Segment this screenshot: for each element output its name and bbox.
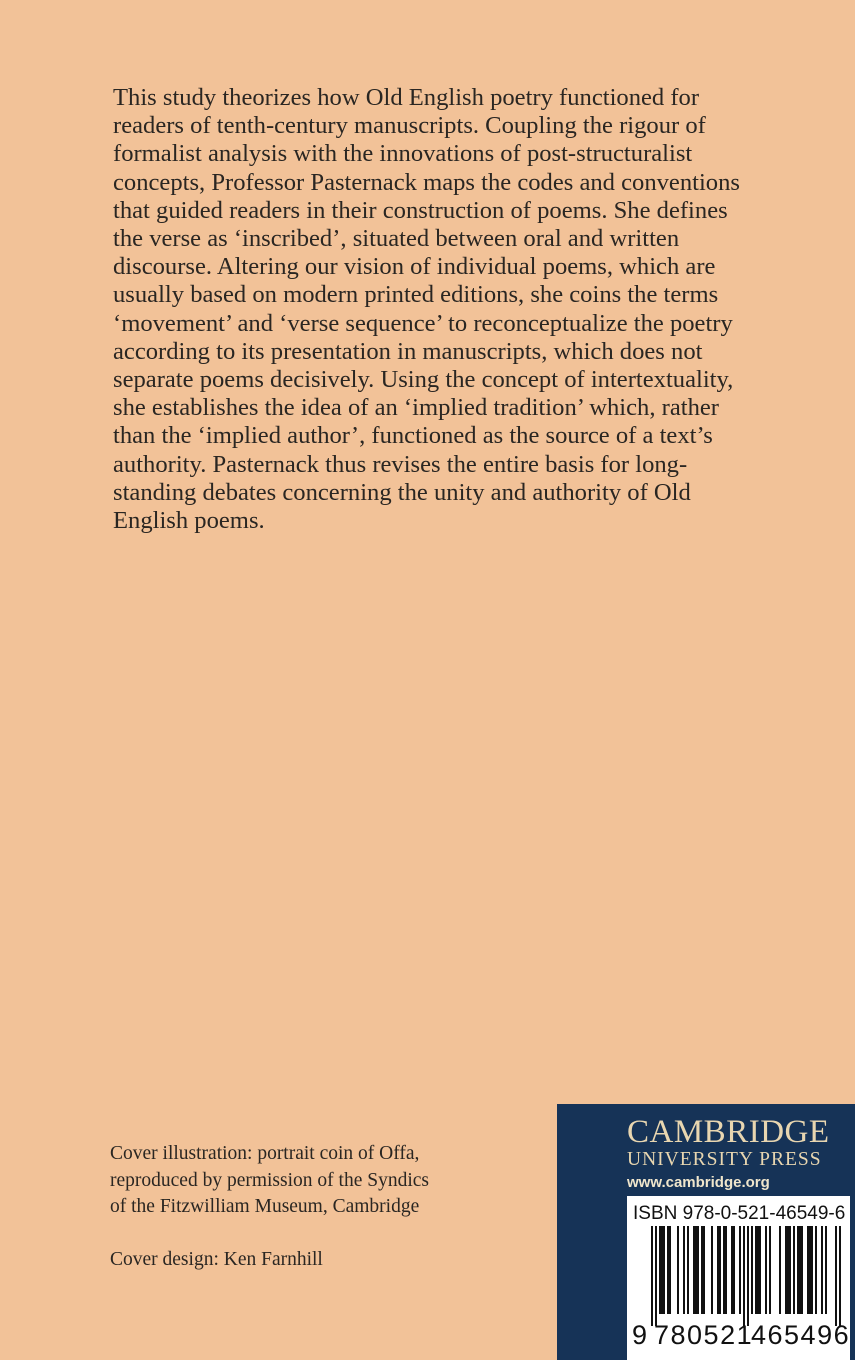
barcode-bar: [811, 1226, 813, 1314]
blurb-line: concepts, Professor Pasternack maps the codes and conventions: [113, 168, 740, 196]
barcode-bar: [663, 1226, 665, 1314]
barcode-bar: [687, 1226, 689, 1314]
publisher-url: www.cambridge.org: [627, 1174, 770, 1191]
blurb-line: the verse as ‘inscribed’, situated between oral and written: [113, 225, 680, 253]
barcode-bar: [839, 1226, 841, 1326]
barcode-bar: [825, 1226, 827, 1314]
publisher-name: CAMBRIDGE: [627, 1114, 830, 1150]
illustration-credit-line: reproduced by permission of the Syndics: [110, 1169, 429, 1191]
barcode-bar: [807, 1226, 809, 1314]
design-credit: Cover design: Ken Farnhill: [110, 1248, 323, 1270]
barcode-bar: [759, 1226, 761, 1314]
barcode-bar: [779, 1226, 781, 1314]
barcode-bar: [725, 1226, 727, 1314]
publisher-subtitle: UNIVERSITY PRESS: [627, 1149, 822, 1170]
barcode-bar: [757, 1226, 759, 1314]
barcode-bar: [769, 1226, 771, 1314]
barcode-bar: [743, 1226, 745, 1326]
barcode-bar: [809, 1226, 811, 1314]
blurb-line: authority. Pasternack thus revises the entire basis for long-: [113, 450, 688, 478]
barcode-bar: [695, 1226, 697, 1314]
barcode-digits: [627, 1318, 850, 1358]
barcode-bar: [835, 1226, 837, 1326]
barcode-bar: [815, 1226, 817, 1314]
barcode-bar: [703, 1226, 705, 1314]
barcode-bar: [785, 1226, 787, 1314]
blurb-line: standing debates concerning the unity and authority of Old: [113, 478, 691, 506]
barcode-bar: [697, 1226, 699, 1314]
barcode-bar: [739, 1226, 741, 1314]
barcode-bar: [821, 1226, 823, 1314]
barcode-bar: [667, 1226, 669, 1314]
publisher-logo: [627, 1115, 847, 1191]
barcode-bar: [711, 1226, 713, 1314]
barcode-bar: [669, 1226, 671, 1314]
blurb-line: than the ‘implied author’, functioned as the source of a text’s: [113, 422, 713, 450]
publisher-panel: [557, 1104, 855, 1360]
blurb-line: formalist analysis with the innovations of post-structuralist: [113, 140, 693, 168]
barcode-digits-right: 465496: [751, 1320, 851, 1350]
blurb-line: This study theorizes how Old English poetry functioned for: [113, 84, 700, 111]
blurb-line: separate poems decisively. Using the concept of intertextuality,: [113, 366, 734, 394]
barcode-bar: [717, 1226, 719, 1314]
barcode-bar: [747, 1226, 749, 1326]
isbn-barcode: [627, 1196, 850, 1360]
barcode-digit-first: 9: [632, 1320, 648, 1350]
back-cover-blurb: [113, 84, 803, 535]
barcode-bar: [787, 1226, 789, 1314]
barcode-bar: [731, 1226, 733, 1314]
barcode-bar: [755, 1226, 757, 1314]
barcode-bar: [683, 1226, 685, 1314]
barcode-bar: [651, 1226, 653, 1326]
barcode-bar: [751, 1226, 753, 1314]
illustration-credit-line: of the Fitzwilliam Museum, Cambridge: [110, 1196, 420, 1217]
blurb-line: readers of tenth-century manuscripts. Coupling the rigour of: [113, 112, 706, 140]
blurb-line: according to its presentation in manuscripts, which does not: [113, 337, 703, 365]
barcode-digits-left: 780521: [654, 1320, 754, 1350]
barcode-bar: [659, 1226, 661, 1314]
isbn-label: ISBN 978-0-521-46549-6: [633, 1203, 846, 1224]
barcode-bar: [719, 1226, 721, 1314]
barcode-bar: [693, 1226, 695, 1314]
illustration-credit-line: Cover illustration: portrait coin of Offa,: [110, 1143, 420, 1164]
barcode-bar: [793, 1226, 795, 1314]
blurb-line: discourse. Altering our vision of individual poems, which are: [113, 253, 716, 281]
barcode-bar: [733, 1226, 735, 1314]
blurb-line: that guided readers in their construction of poems. She defines: [113, 196, 728, 224]
barcode-bar: [723, 1226, 725, 1314]
barcode-bars: [627, 1226, 850, 1326]
blurb-line: she establishes the idea of an ‘implied tradition’ which, rather: [113, 394, 719, 422]
barcode-bar: [677, 1226, 679, 1314]
blurb-line: English poems.: [113, 507, 265, 535]
blurb-line: usually based on modern printed editions, she coins the terms: [113, 281, 719, 309]
barcode-bar: [801, 1226, 803, 1314]
barcode-bar: [789, 1226, 791, 1314]
barcode-bar: [799, 1226, 801, 1314]
cover-credits: [110, 1141, 530, 1273]
blurb-line: ‘movement’ and ‘verse sequence’ to reconceptualize the poetry: [113, 309, 733, 337]
barcode-bar: [797, 1226, 799, 1314]
barcode-bar: [655, 1226, 657, 1326]
barcode-bar: [701, 1226, 703, 1314]
barcode-bar: [661, 1226, 663, 1314]
barcode-bar: [765, 1226, 767, 1314]
